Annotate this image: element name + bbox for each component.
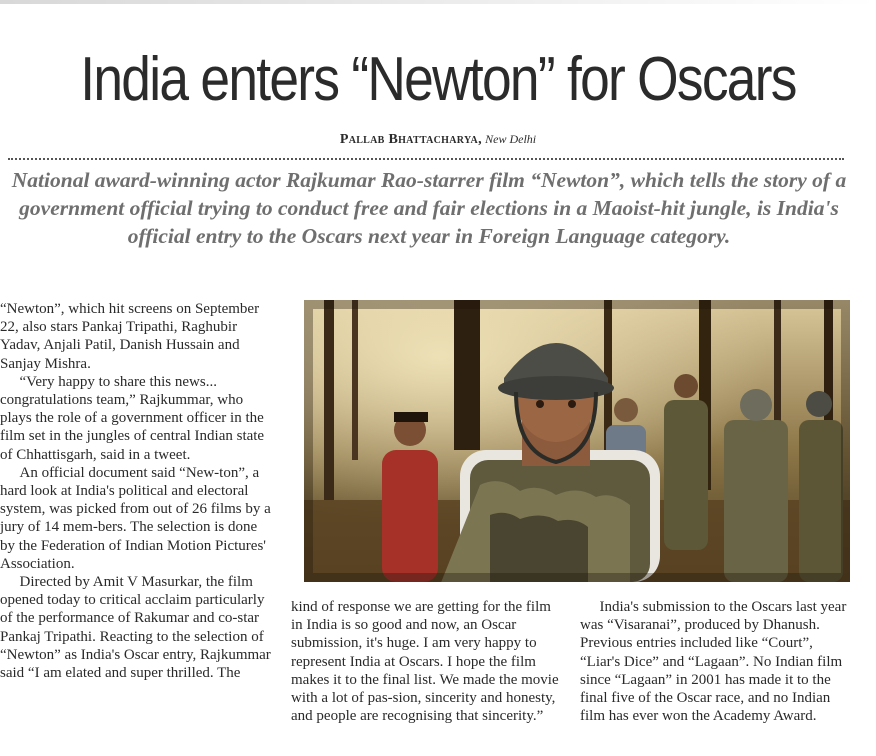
col2-paragraph-1: kind of response we are getting for the film in India is so good and now, an Oscar submission, it's huge. I am very happy to represent India at Oscars. I hope the film makes it to the final list. We made the movie with a lot of pas-sion, sincerity and honesty, and people are recognising that sincerity.” [291,599,559,725]
column-3 [580,598,852,725]
col1-paragraph-2: “Very happy to share this news... congratulations team,” Rajkummar, who plays the role of a government officer in the film set in the jungles of central Indian state of Chhattisgarh, said in a tweet. [0,373,265,463]
byline-author: Pallab Bhattacharya, [339,132,482,147]
film-still-photo [304,300,850,582]
col1-paragraph-4: Directed by Amit V Masurkar, the film opened today to critical acclaim particularly of the performance of Rakumar and co-star Pankaj Tripathi. Reacting to the selection of “Newton” as India's Oscar entry, Rajkummar said “I am elated and super thrilled. The [0,574,271,682]
col3-paragraph-1: India's submission to the Oscars last year was “Visaranai”, produced by Dhanush. Previous entries included like “Court”, “Liar's Dice” and “Lagaan”. No Indian film since “Lagaan” in 2001 has made it to the final five of the Oscar race, and no Indian film has ever won the Academy Award. [580,599,847,725]
top-edge-strip [0,0,876,4]
headline: India enters “Newton” for Oscars [80,45,796,114]
byline-place: New Delhi [485,132,537,146]
col1-paragraph-1: “Newton”, which hit screens on September 22, also stars Pankaj Tripathi, Raghubir Yadav, Anjali Patil, Danish Hussain and Sanjay Mishra. [0,301,260,372]
film-still-illustration [304,300,850,582]
column-1 [0,300,272,682]
dotted-rule [8,158,844,160]
byline [0,131,876,148]
col1-paragraph-3: An official document said “New-ton”, a hard look at India's political and electoral system, was picked from out of 26 films by a jury of 14 mem-bers. The selection is done by the Federation of Indian Motion Pictures' Association. [0,464,271,572]
deck-summary: National award-winning actor Rajkumar Rao-starrer film “Newton”, which tells the story of a government official trying to conduct free and fair elections in a Maoist-hit jungle, is India's official entry to the Oscars next year in Foreign Language category. [11,168,847,248]
column-2 [291,598,561,725]
